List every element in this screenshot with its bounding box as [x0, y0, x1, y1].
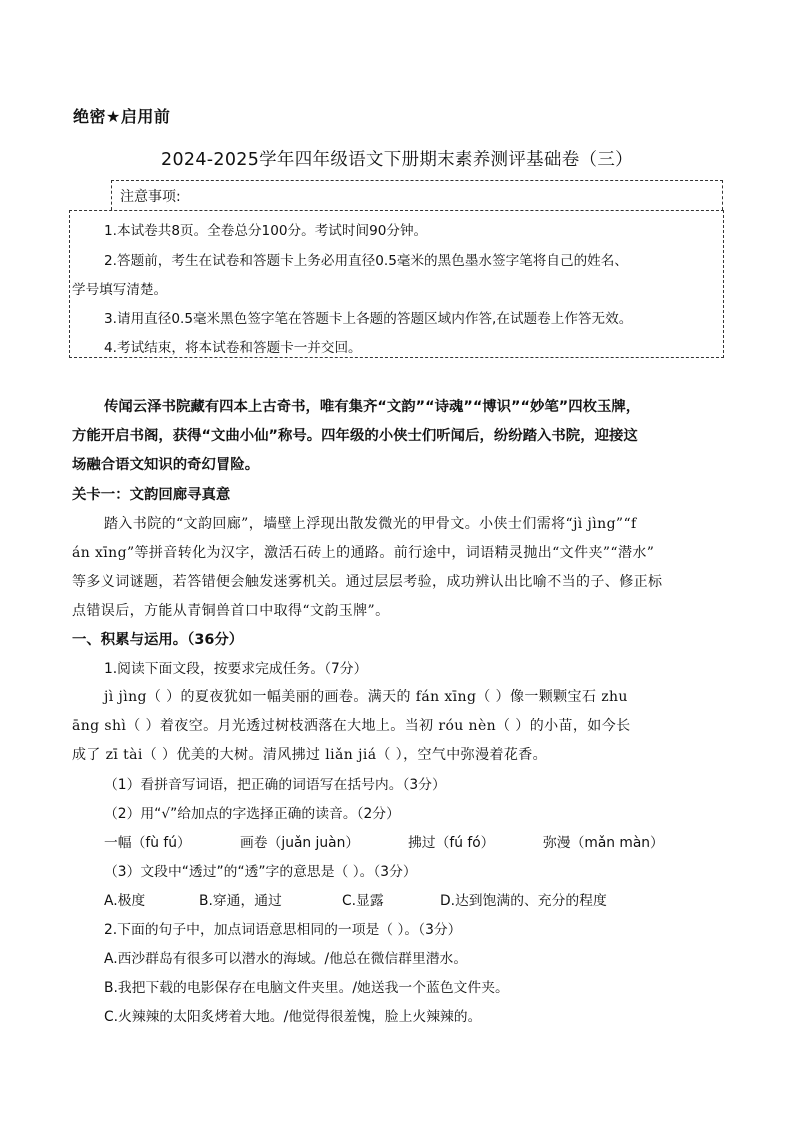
notice-body [69, 210, 724, 358]
reading-option: 一幅（fù fú） [104, 835, 191, 851]
choice-option: A.极度 [104, 893, 146, 909]
notice-item: 学号填写清楚。 [72, 282, 168, 298]
question-stem: 1.阅读下面文段，按要求完成任务。（7分） [104, 661, 368, 677]
passage-line: āng shì（ ）着夜空。月光透过树枝洒落在大地上。当初 róu nèn（ ）的小苗，如今长 [72, 718, 631, 734]
notice-box [69, 180, 724, 358]
sub-question: （1）看拼音写词语，把正确的词语写在括号内。（3分） [104, 777, 446, 793]
intro-line: 方能开启书阁，获得“文曲小仙”称号。四年级的小侠士们听闻后，纷纷踏入书院，迎接这 [72, 428, 638, 444]
notice-item: 1.本试卷共8页。全卷总分100分。考试时间90分钟。 [104, 223, 428, 239]
sub-question: （2）用“√”给加点的字选择正确的读音。（2分） [104, 806, 400, 822]
choice-option: B.我把下载的电影保存在电脑文件夹里。/她送我一个蓝色文件夹。 [104, 980, 509, 996]
notice-heading-row [111, 180, 723, 210]
level-line: án xīng”等拼音转化为汉字，激活石砖上的通路。前行途中，词语精灵抛出“文件夹”“潜水” [72, 545, 655, 561]
choice-option: B.穿通，通过 [199, 893, 282, 909]
level-line: 点错误后，方能从青铜兽首口中取得“文韵玉牌”。 [72, 603, 390, 619]
passage-line: jì jìng（ ）的夏夜犹如一幅美丽的画卷。满天的 fán xīng（ ）像一颗颗宝石 zhu [104, 689, 628, 705]
notice-item: 4.考试结束，将本试卷和答题卡一并交回。 [104, 340, 362, 356]
reading-option: 画卷（juǎn juàn） [240, 835, 360, 851]
choice-option: A.西沙群岛有很多可以潜水的海域。/他总在微信群里潜水。 [104, 951, 468, 967]
passage-line: 成了 zī tài（ ）优美的大树。清风拂过 liǎn jiá（ ），空气中弥漫着花香。 [72, 747, 548, 763]
notice-heading: 注意事项: [120, 189, 181, 205]
section-title: 一、积累与运用。（36分） [72, 632, 244, 648]
intro-line: 场融合语文知识的奇幻冒险。 [72, 457, 260, 473]
reading-option: 弥漫（mǎn màn） [543, 835, 664, 851]
choice-option: D.达到饱满的、充分的程度 [440, 893, 607, 909]
secret-label: 绝密★启用前 [73, 107, 171, 126]
level-title: 关卡一：文韵回廊寻真意 [72, 487, 231, 503]
level-line: 等多义词谜题，若答错便会触发迷雾机关。通过层层考验，成功辨认出比喻不当的子、修正标 [72, 574, 663, 590]
page-title: 2024-2025学年四年级语文下册期末素养测评基础卷（三） [161, 150, 633, 170]
notice-item: 2.答题前，考生在试卷和答题卡上务必用直径0.5毫米的黑色墨水签字笔将自己的姓名、 [104, 253, 628, 269]
question-stem: 2.下面的句子中，加点词语意思相同的一项是（ ）。（3分） [104, 922, 462, 938]
choice-option: C.显露 [342, 893, 384, 909]
notice-item: 3.请用直径0.5毫米黑色签字笔在答题卡上各题的答题区域内作答,在试题卷上作答无效。 [104, 311, 633, 327]
intro-line: 传闻云泽书院藏有四本上古奇书，唯有集齐“文韵”“诗魂”“博识”“妙笔”四枚玉牌， [104, 399, 641, 415]
sub-question: （3）文段中“透过”的“透”字的意思是（ ）。（3分） [104, 864, 417, 880]
choice-option: C.火辣辣的太阳炙烤着大地。/他觉得很羞愧，脸上火辣辣的。 [104, 1009, 482, 1025]
level-line: 踏入书院的“文韵回廊”，墙壁上浮现出散发微光的甲骨文。小侠士们需将“jì jìng”“f [104, 516, 637, 532]
reading-option: 拂过（fú fó） [408, 835, 495, 851]
